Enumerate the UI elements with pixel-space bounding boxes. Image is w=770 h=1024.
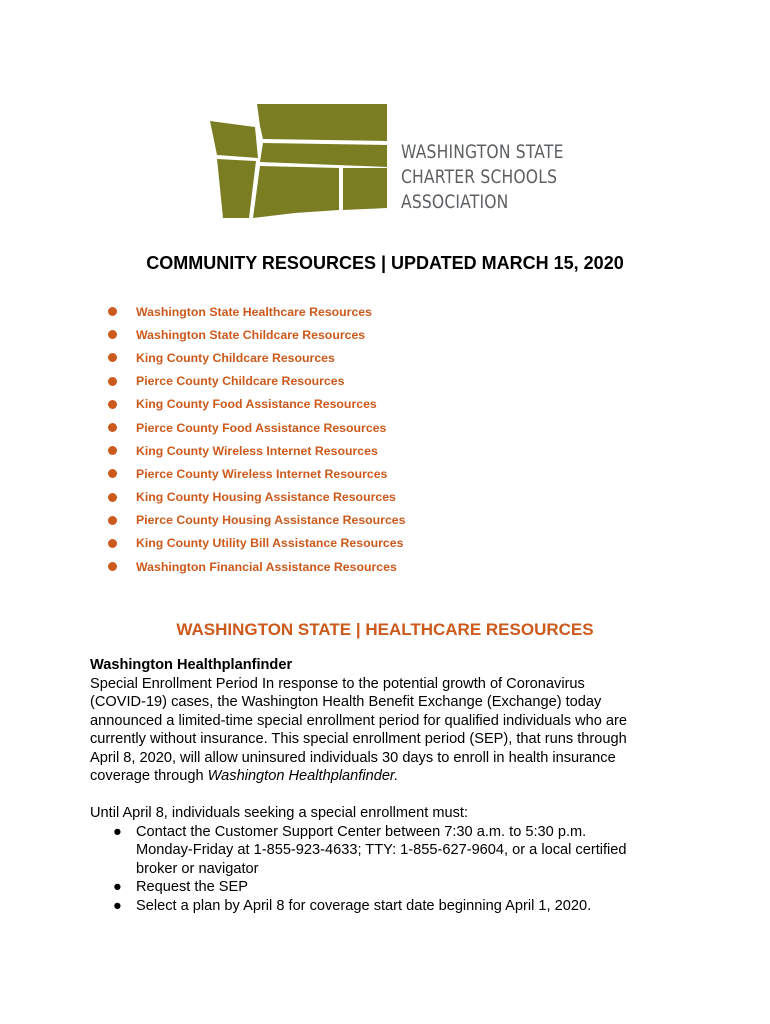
toc-item <box>108 462 405 485</box>
requirement-line: Select a plan by April 8 for coverage start date beginning April 1, 2020. <box>136 897 592 914</box>
requirement-item <box>90 823 670 879</box>
toc-link[interactable]: Pierce County Childcare Resources <box>136 374 345 389</box>
wscsa-logo <box>205 96 565 226</box>
bullet-dot-icon <box>108 307 117 316</box>
logo-line-1: WASHINGTON STATE <box>401 141 564 163</box>
page-title: COMMUNITY RESOURCES | UPDATED MARCH 15, 2020 <box>146 253 624 273</box>
bullet-dot-icon <box>108 377 117 386</box>
bullet-dot-icon <box>108 400 117 409</box>
requirement-line: Contact the Customer Support Center between 7:30 a.m. to 5:30 p.m. <box>136 823 587 840</box>
section-title: WASHINGTON STATE | HEALTHCARE RESOURCES <box>176 620 594 639</box>
requirements-intro: Until April 8, individuals seeking a special enrollment must: <box>90 805 468 821</box>
paragraph-emphasis: Washington Healthplanfinder. <box>207 768 399 784</box>
bullet-dot-icon <box>108 353 117 362</box>
toc-item <box>108 416 405 439</box>
requirement-line: Monday-Friday at 1-855-923-4633; TTY: 1-855-627-9604, or a local certified <box>136 842 627 858</box>
paragraph-text: coverage through <box>90 768 208 784</box>
toc-link[interactable]: King County Housing Assistance Resources <box>136 490 396 505</box>
bullet-icon: ● <box>113 823 122 840</box>
bullet-dot-icon <box>108 446 117 455</box>
paragraph-line <box>90 767 670 786</box>
toc-link[interactable]: Pierce County Wireless Internet Resources <box>136 466 388 481</box>
toc-item <box>108 300 405 323</box>
toc-link[interactable]: King County Wireless Internet Resources <box>136 443 378 458</box>
bullet-dot-icon <box>108 469 117 478</box>
toc-link[interactable]: King County Utility Bill Assistance Resources <box>136 536 404 551</box>
requirement-line: Request the SEP <box>136 879 248 895</box>
paragraph-line: Special Enrollment Period In response to the potential growth of Coronavirus <box>90 675 585 692</box>
requirement-item <box>90 897 670 916</box>
toc-link[interactable]: King County Childcare Resources <box>136 350 335 365</box>
section-subtitle: Washington Healthplanfinder <box>90 657 293 673</box>
logo-line-3: ASSOCIATION <box>401 191 509 213</box>
paragraph-spacer <box>90 786 670 805</box>
section-body <box>90 656 670 915</box>
toc-item <box>108 486 405 509</box>
toc-item <box>108 509 405 532</box>
bullet-dot-icon <box>108 493 117 502</box>
toc-link[interactable]: Washington Financial Assistance Resources <box>136 559 397 574</box>
toc-item <box>108 532 405 555</box>
bullet-dot-icon <box>108 516 117 525</box>
bullet-dot-icon <box>108 330 117 339</box>
toc-item <box>108 393 405 416</box>
logo-line-2: CHARTER SCHOOLS <box>401 166 558 188</box>
section-paragraph <box>90 675 670 786</box>
paragraph-line: (COVID-19) cases, the Washington Health Benefit Exchange (Exchange) today <box>90 694 602 710</box>
toc-item <box>108 370 405 393</box>
toc-link[interactable]: Pierce County Food Assistance Resources <box>136 420 387 435</box>
toc-item <box>108 555 405 578</box>
toc-link[interactable]: Washington State Childcare Resources <box>136 327 366 342</box>
toc-item <box>108 439 405 462</box>
paragraph-line: announced a limited-time special enrollment period for qualified individuals who are <box>90 712 628 729</box>
table-of-contents <box>108 300 405 578</box>
requirement-item <box>90 878 670 897</box>
toc-link[interactable]: King County Food Assistance Resources <box>136 397 377 412</box>
washington-map-icon <box>205 96 395 226</box>
requirements-list <box>90 823 670 916</box>
toc-link[interactable]: Washington State Healthcare Resources <box>136 304 372 319</box>
toc-item <box>108 323 405 346</box>
requirement-line: broker or navigator <box>136 860 259 877</box>
bullet-icon: ● <box>113 897 122 914</box>
bullet-dot-icon <box>108 562 117 571</box>
logo-wordmark <box>401 140 564 215</box>
bullet-dot-icon <box>108 539 117 548</box>
paragraph-line: April 8, 2020, will allow uninsured individuals 30 days to enroll in health insurance <box>90 749 616 766</box>
toc-item <box>108 346 405 369</box>
toc-link[interactable]: Pierce County Housing Assistance Resources <box>136 513 406 528</box>
bullet-dot-icon <box>108 423 117 432</box>
paragraph-line: currently without insurance. This special enrollment period (SEP), that runs through <box>90 731 627 747</box>
bullet-icon: ● <box>113 879 122 895</box>
